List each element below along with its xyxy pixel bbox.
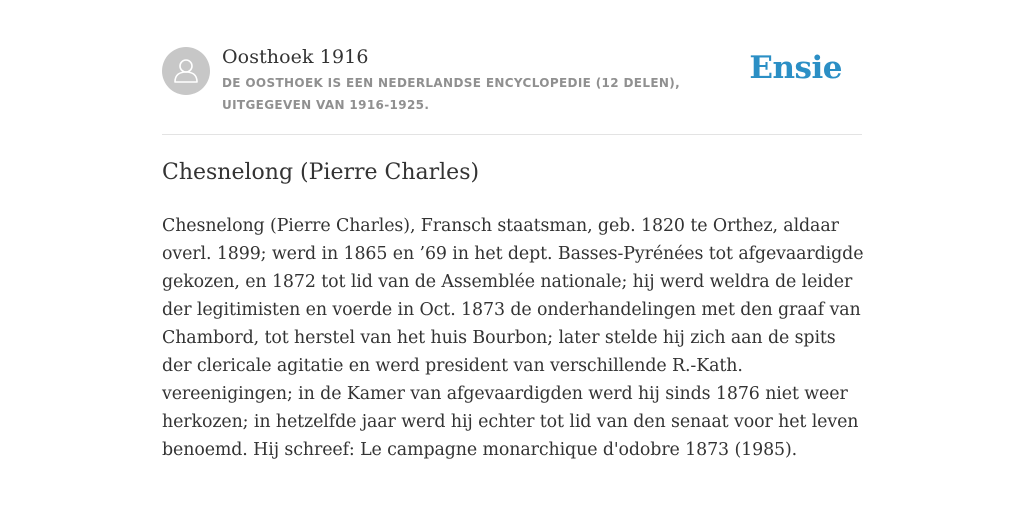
source-title[interactable]: Oosthoek 1916 (222, 46, 369, 68)
source-header (162, 0, 862, 135)
avatar[interactable] (162, 47, 210, 95)
brand-logo[interactable]: Ensie (749, 50, 842, 86)
source-description: DE OOSTHOEK IS EEN NEDERLANDSE ENCYCLOPEDIE (12 DELEN), UITGEGEVEN VAN 1916-1925. (222, 76, 681, 112)
entry-card (162, 0, 864, 460)
entry-body: Chesnelong (Pierre Charles), Fransch staatsman, geb. 1820 te Orthez, aldaar overl. 1899; werd in 1865 en ’69 in het dept. Basses-Pyrénées tot afgevaardigde gekozen, en 1872 tot lid van de Assemblée nationale; hij werd weldra de leider der legitimisten en voerde in Oct. 1873 de onderhandelingen met den graaf van Chambord, tot herstel van het huis Bourbon; later stelde hij zich aan de spits der clericale agitatie en werd president van verschillende R.-Kath. vereenigingen; in de Kamer van afgevaardigden werd hij sinds 1876 niet weer herkozen; in hetzelfde jaar werd hij echter tot lid van den senaat voor het leven benoemd. Hij schreef: Le campagne monarchique d'odobre 1873 (1985). (162, 216, 864, 460)
entry-title: Chesnelong (Pierre Charles) (162, 160, 480, 185)
user-icon (162, 47, 210, 95)
